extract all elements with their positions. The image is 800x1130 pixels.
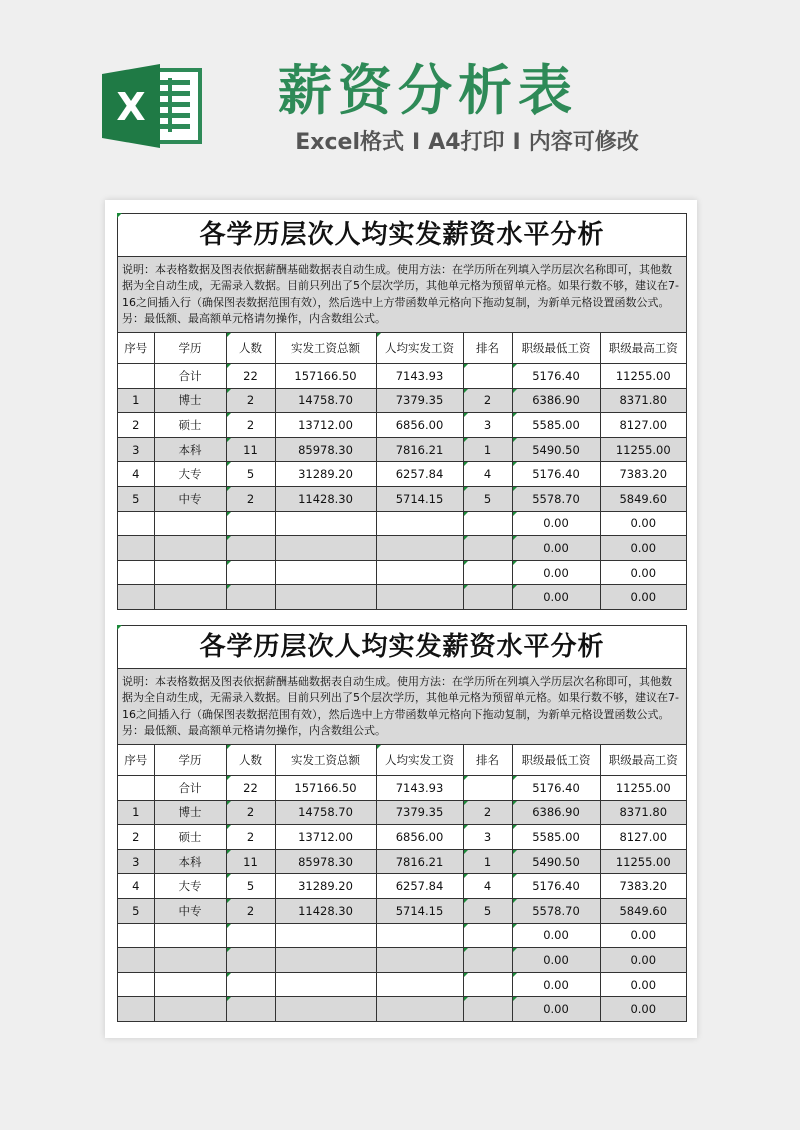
cell-headcount[interactable]: 2	[226, 413, 275, 438]
sheet-title[interactable]: 各学历层次人均实发薪资水平分析	[118, 626, 686, 669]
table-row	[118, 388, 686, 413]
cell-rank[interactable]	[463, 560, 512, 585]
cell-rank[interactable]: 4	[463, 462, 512, 487]
table-row	[118, 825, 686, 850]
table-row	[118, 874, 686, 899]
table-row	[118, 585, 686, 609]
cell-max-pay[interactable]: 0.00	[600, 560, 686, 585]
cell-headcount[interactable]: 5	[226, 874, 275, 899]
column-header-min-pay[interactable]: 职级最低工资	[512, 333, 600, 364]
cell-headcount[interactable]	[226, 560, 275, 585]
cell-avg-pay[interactable]: 6257.84	[376, 462, 463, 487]
cell-avg-pay[interactable]	[376, 923, 463, 948]
cell-rank[interactable]	[463, 364, 512, 389]
cell-rank[interactable]: 2	[463, 800, 512, 825]
column-header-education[interactable]: 学历	[154, 333, 226, 364]
column-header-rank[interactable]: 排名	[463, 333, 512, 364]
cell-headcount[interactable]: 22	[226, 776, 275, 801]
cell-education[interactable]	[154, 948, 226, 973]
cell-avg-pay[interactable]	[376, 585, 463, 609]
cell-headcount[interactable]: 2	[226, 388, 275, 413]
cell-headcount[interactable]	[226, 972, 275, 997]
cell-education[interactable]	[154, 511, 226, 536]
column-header-max-pay[interactable]: 职级最高工资	[600, 745, 686, 776]
cell-seq[interactable]	[118, 923, 154, 948]
cell-seq[interactable]	[118, 972, 154, 997]
cell-total-pay[interactable]: 14758.70	[275, 388, 376, 413]
table-row	[118, 776, 686, 801]
cell-min-pay[interactable]: 5585.00	[512, 825, 600, 850]
table-row	[118, 413, 686, 438]
subtitle-editable: 内容可修改	[528, 130, 639, 155]
cell-avg-pay[interactable]: 7379.35	[376, 800, 463, 825]
cell-min-pay[interactable]: 5490.50	[512, 437, 600, 462]
table-row	[118, 560, 686, 585]
cell-min-pay[interactable]: 5176.40	[512, 776, 600, 801]
cell-avg-pay[interactable]: 7816.21	[376, 849, 463, 874]
cell-headcount[interactable]: 2	[226, 486, 275, 511]
table-row	[118, 536, 686, 561]
cell-headcount[interactable]: 11	[226, 437, 275, 462]
cell-seq[interactable]: 2	[118, 413, 154, 438]
subtitle-format: Excel格式	[295, 130, 404, 155]
banner-title: 薪资分析表	[278, 59, 578, 122]
cell-max-pay[interactable]: 5849.60	[600, 486, 686, 511]
cell-min-pay[interactable]: 0.00	[512, 585, 600, 609]
cell-education[interactable]	[154, 560, 226, 585]
column-header-total-pay[interactable]: 实发工资总额	[275, 745, 376, 776]
cell-max-pay[interactable]: 8127.00	[600, 413, 686, 438]
cell-total-pay[interactable]: 31289.20	[275, 874, 376, 899]
salary-table	[118, 333, 686, 609]
cell-total-pay[interactable]	[275, 585, 376, 609]
table-row	[118, 511, 686, 536]
cell-education[interactable]	[154, 972, 226, 997]
cell-seq[interactable]: 5	[118, 898, 154, 923]
cell-max-pay[interactable]: 5849.60	[600, 898, 686, 923]
cell-avg-pay[interactable]: 5714.15	[376, 898, 463, 923]
column-header-headcount[interactable]: 人数	[226, 745, 275, 776]
cell-total-pay[interactable]: 31289.20	[275, 462, 376, 487]
column-header-seq[interactable]: 序号	[118, 333, 154, 364]
cell-headcount[interactable]: 2	[226, 825, 275, 850]
column-header-max-pay[interactable]: 职级最高工资	[600, 333, 686, 364]
table-row	[118, 948, 686, 973]
table-header-row	[118, 333, 686, 364]
cell-max-pay[interactable]: 7383.20	[600, 874, 686, 899]
cell-seq[interactable]: 4	[118, 874, 154, 899]
table-header-row	[118, 745, 686, 776]
cell-headcount[interactable]: 22	[226, 364, 275, 389]
cell-total-pay[interactable]: 14758.70	[275, 800, 376, 825]
sheet-description[interactable]: 说明：本表格数据及图表依据薪酬基础数据表自动生成。使用方法：在学历所在列填入学历层次名称即可，其他数据为全自动生成，无需录入数据。目前只列出了5个层次学历，其他单元格为预留单元格。如果行数不够，建议在7-16之间插入行（确保图表数据范围有效），然后选中上方带函数单元格向下拖动复制，为新单元格设置函数公式。另：最低额、最高额单元格请勿操作，内含数组公式。	[118, 669, 686, 745]
cell-min-pay[interactable]: 0.00	[512, 560, 600, 585]
svg-text:X: X	[116, 85, 146, 129]
cell-education[interactable]	[154, 536, 226, 561]
cell-headcount[interactable]: 5	[226, 462, 275, 487]
cell-total-pay[interactable]: 11428.30	[275, 898, 376, 923]
cell-avg-pay[interactable]: 6257.84	[376, 874, 463, 899]
cell-max-pay[interactable]: 0.00	[600, 585, 686, 609]
cell-max-pay[interactable]: 0.00	[600, 948, 686, 973]
cell-headcount[interactable]	[226, 997, 275, 1021]
salary-table	[118, 745, 686, 1021]
cell-rank[interactable]: 3	[463, 413, 512, 438]
table-row	[118, 462, 686, 487]
cell-min-pay[interactable]: 5578.70	[512, 486, 600, 511]
cell-education[interactable]: 合计	[154, 364, 226, 389]
cell-education[interactable]: 本科	[154, 849, 226, 874]
cell-min-pay[interactable]: 0.00	[512, 972, 600, 997]
cell-education[interactable]: 大专	[154, 462, 226, 487]
cell-rank[interactable]	[463, 536, 512, 561]
cell-avg-pay[interactable]	[376, 972, 463, 997]
subtitle-print: A4打印	[428, 130, 505, 155]
cell-seq[interactable]: 4	[118, 462, 154, 487]
cell-headcount[interactable]: 11	[226, 849, 275, 874]
cell-headcount[interactable]: 2	[226, 800, 275, 825]
cell-avg-pay[interactable]: 7379.35	[376, 388, 463, 413]
cell-total-pay[interactable]	[275, 511, 376, 536]
cell-min-pay[interactable]: 0.00	[512, 948, 600, 973]
cell-education[interactable]	[154, 585, 226, 609]
cell-seq[interactable]: 1	[118, 800, 154, 825]
cell-education[interactable]: 博士	[154, 388, 226, 413]
cell-min-pay[interactable]: 6386.90	[512, 800, 600, 825]
cell-seq[interactable]: 3	[118, 437, 154, 462]
sheet-title[interactable]: 各学历层次人均实发薪资水平分析	[118, 214, 686, 257]
cell-total-pay[interactable]: 85978.30	[275, 849, 376, 874]
column-header-headcount[interactable]: 人数	[226, 333, 275, 364]
salary-sheet	[117, 625, 687, 1022]
table-row	[118, 486, 686, 511]
column-header-rank[interactable]: 排名	[463, 745, 512, 776]
salary-sheet	[117, 213, 687, 610]
cell-headcount[interactable]	[226, 948, 275, 973]
cell-seq[interactable]	[118, 511, 154, 536]
cell-min-pay[interactable]: 6386.90	[512, 388, 600, 413]
cell-rank[interactable]: 1	[463, 437, 512, 462]
cell-total-pay[interactable]	[275, 923, 376, 948]
banner-subtitle	[262, 126, 672, 160]
cell-total-pay[interactable]: 13712.00	[275, 413, 376, 438]
cell-total-pay[interactable]	[275, 560, 376, 585]
cell-seq[interactable]	[118, 948, 154, 973]
column-header-seq[interactable]: 序号	[118, 745, 154, 776]
cell-avg-pay[interactable]	[376, 997, 463, 1021]
cell-total-pay[interactable]: 157166.50	[275, 776, 376, 801]
cell-max-pay[interactable]: 8127.00	[600, 825, 686, 850]
cell-education[interactable]: 本科	[154, 437, 226, 462]
cell-max-pay[interactable]: 0.00	[600, 997, 686, 1021]
cell-avg-pay[interactable]: 6856.00	[376, 413, 463, 438]
cell-avg-pay[interactable]	[376, 536, 463, 561]
table-row	[118, 898, 686, 923]
cell-education[interactable]: 硕士	[154, 825, 226, 850]
subtitle-separator: I	[412, 130, 421, 155]
excel-icon	[102, 64, 202, 148]
cell-min-pay[interactable]: 5176.40	[512, 462, 600, 487]
cell-education[interactable]: 硕士	[154, 413, 226, 438]
table-row	[118, 849, 686, 874]
cell-rank[interactable]: 4	[463, 874, 512, 899]
cell-min-pay[interactable]: 5578.70	[512, 898, 600, 923]
table-row	[118, 800, 686, 825]
cell-total-pay[interactable]	[275, 948, 376, 973]
cell-seq[interactable]	[118, 536, 154, 561]
cell-avg-pay[interactable]	[376, 511, 463, 536]
cell-headcount[interactable]	[226, 923, 275, 948]
cell-rank[interactable]	[463, 948, 512, 973]
cell-max-pay[interactable]: 8371.80	[600, 388, 686, 413]
column-header-education[interactable]: 学历	[154, 745, 226, 776]
cell-min-pay[interactable]: 5585.00	[512, 413, 600, 438]
cell-max-pay[interactable]: 0.00	[600, 972, 686, 997]
cell-total-pay[interactable]	[275, 997, 376, 1021]
cell-seq[interactable]	[118, 776, 154, 801]
cell-rank[interactable]	[463, 585, 512, 609]
cell-marker	[117, 213, 122, 218]
cell-seq[interactable]	[118, 560, 154, 585]
cell-rank[interactable]: 3	[463, 825, 512, 850]
cell-rank[interactable]	[463, 997, 512, 1021]
cell-min-pay[interactable]: 5490.50	[512, 849, 600, 874]
cell-max-pay[interactable]: 11255.00	[600, 849, 686, 874]
cell-education[interactable]: 大专	[154, 874, 226, 899]
cell-seq[interactable]: 3	[118, 849, 154, 874]
cell-education[interactable]	[154, 997, 226, 1021]
cell-max-pay[interactable]: 0.00	[600, 923, 686, 948]
cell-avg-pay[interactable]	[376, 560, 463, 585]
column-header-avg-pay[interactable]: 人均实发工资	[376, 333, 463, 364]
cell-min-pay[interactable]: 0.00	[512, 536, 600, 561]
cell-min-pay[interactable]: 0.00	[512, 923, 600, 948]
cell-avg-pay[interactable]: 7143.93	[376, 364, 463, 389]
cell-education[interactable]: 中专	[154, 898, 226, 923]
cell-rank[interactable]: 5	[463, 898, 512, 923]
subtitle-separator: I	[512, 130, 521, 155]
cell-max-pay[interactable]: 7383.20	[600, 462, 686, 487]
cell-total-pay[interactable]: 85978.30	[275, 437, 376, 462]
cell-seq[interactable]: 1	[118, 388, 154, 413]
cell-marker	[117, 625, 122, 630]
cell-min-pay[interactable]: 0.00	[512, 997, 600, 1021]
cell-education[interactable]: 博士	[154, 800, 226, 825]
cell-max-pay[interactable]: 11255.00	[600, 437, 686, 462]
cell-max-pay[interactable]: 0.00	[600, 536, 686, 561]
column-header-total-pay[interactable]: 实发工资总额	[275, 333, 376, 364]
column-header-min-pay[interactable]: 职级最低工资	[512, 745, 600, 776]
cell-rank[interactable]	[463, 972, 512, 997]
cell-seq[interactable]	[118, 585, 154, 609]
cell-min-pay[interactable]: 5176.40	[512, 874, 600, 899]
cell-seq[interactable]: 5	[118, 486, 154, 511]
cell-avg-pay[interactable]: 6856.00	[376, 825, 463, 850]
cell-rank[interactable]	[463, 511, 512, 536]
column-header-avg-pay[interactable]: 人均实发工资	[376, 745, 463, 776]
cell-rank[interactable]	[463, 776, 512, 801]
cell-max-pay[interactable]: 11255.00	[600, 364, 686, 389]
cell-headcount[interactable]: 2	[226, 898, 275, 923]
cell-education[interactable]: 合计	[154, 776, 226, 801]
cell-rank[interactable]	[463, 923, 512, 948]
cell-total-pay[interactable]	[275, 972, 376, 997]
cell-total-pay[interactable]: 11428.30	[275, 486, 376, 511]
sheet-description[interactable]: 说明：本表格数据及图表依据薪酬基础数据表自动生成。使用方法：在学历所在列填入学历层次名称即可，其他数据为全自动生成，无需录入数据。目前只列出了5个层次学历，其他单元格为预留单元格。如果行数不够，建议在7-16之间插入行（确保图表数据范围有效），然后选中上方带函数单元格向下拖动复制，为新单元格设置函数公式。另：最低额、最高额单元格请勿操作，内含数组公式。	[118, 257, 686, 333]
cell-rank[interactable]: 1	[463, 849, 512, 874]
cell-total-pay[interactable]: 157166.50	[275, 364, 376, 389]
cell-avg-pay[interactable]: 7143.93	[376, 776, 463, 801]
cell-min-pay[interactable]: 5176.40	[512, 364, 600, 389]
document-page	[105, 200, 697, 1038]
cell-avg-pay[interactable]: 7816.21	[376, 437, 463, 462]
cell-headcount[interactable]	[226, 585, 275, 609]
cell-avg-pay[interactable]	[376, 948, 463, 973]
cell-min-pay[interactable]: 0.00	[512, 511, 600, 536]
cell-education[interactable]: 中专	[154, 486, 226, 511]
cell-seq[interactable]: 2	[118, 825, 154, 850]
cell-total-pay[interactable]	[275, 536, 376, 561]
cell-headcount[interactable]	[226, 536, 275, 561]
cell-max-pay[interactable]: 8371.80	[600, 800, 686, 825]
table-row	[118, 364, 686, 389]
table-row	[118, 437, 686, 462]
table-row	[118, 997, 686, 1021]
cell-total-pay[interactable]: 13712.00	[275, 825, 376, 850]
cell-education[interactable]	[154, 923, 226, 948]
cell-headcount[interactable]	[226, 511, 275, 536]
cell-seq[interactable]	[118, 997, 154, 1021]
cell-max-pay[interactable]: 11255.00	[600, 776, 686, 801]
cell-max-pay[interactable]: 0.00	[600, 511, 686, 536]
table-row	[118, 972, 686, 997]
table-row	[118, 923, 686, 948]
cell-seq[interactable]	[118, 364, 154, 389]
banner	[0, 0, 800, 190]
cell-avg-pay[interactable]: 5714.15	[376, 486, 463, 511]
cell-rank[interactable]: 5	[463, 486, 512, 511]
cell-rank[interactable]: 2	[463, 388, 512, 413]
